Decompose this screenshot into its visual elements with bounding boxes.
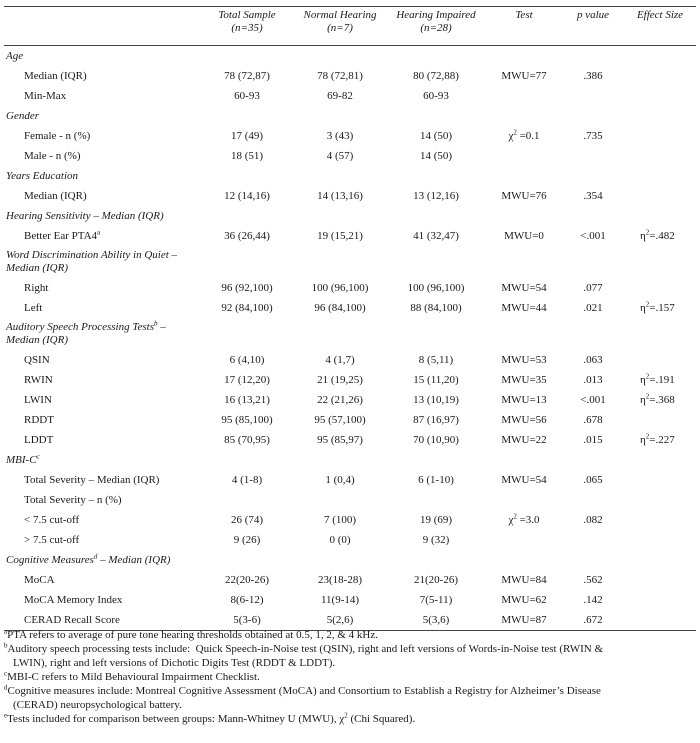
total-sample-cell: 18 (51) [230,149,264,162]
section-label: Years Education [6,169,79,182]
section-header-row [4,318,696,350]
row-label: Right [24,281,49,294]
row-label: MoCA Memory Index [24,593,123,606]
test-cell [486,490,562,510]
section-header-row [4,550,696,570]
effect-size-cell [624,278,696,298]
hearing-impaired-cell: 13 (10,19) [413,393,459,406]
row-label: Min-Max [24,89,67,102]
total-sample-cell: 22(20-26) [225,573,269,586]
p-value-cell: <.001 [580,393,606,406]
row-label: > 7.5 cut-off [24,533,80,546]
p-value-cell [562,86,624,106]
total-sample-cell [200,490,294,510]
total-sample-cell: 92 (84,100) [221,301,273,314]
normal-hearing-cell: 100 (96,100) [311,281,369,294]
row-label: Female - n (%) [24,129,91,142]
section-header-row [4,166,696,186]
row-label: Male - n (%) [24,149,81,162]
table-row [4,410,696,430]
table-row [4,590,696,610]
table-row [4,390,696,410]
table-row [4,278,696,298]
normal-hearing-cell: 23(18-28) [318,573,362,586]
total-sample-cell: 17 (49) [230,129,264,142]
effect-size-cell [624,66,696,86]
footnote-d: $^d$Cognitive measures include: Montreal Cognitive Assessment (MoCA) and Consortium to Establish a Registry for Alzheimer’s Disease (CERAD) neuropsychological battery. [4,683,601,711]
table-row [4,370,696,390]
hearing-impaired-cell: 9 (32) [422,533,450,546]
test-cell: MWU=44 [501,301,547,314]
total-sample-cell: 36 (26,44) [224,229,270,242]
p-value-cell: .065 [583,473,603,486]
total-sample-cell: 5(3-6) [233,613,261,626]
table-row [4,490,696,510]
hearing-impaired-cell: 60-93 [423,89,449,102]
test-cell: MWU=84 [501,573,547,586]
p-value-cell: .077 [583,281,603,294]
hearing-impaired-cell: 87 (16,97) [413,413,459,426]
test-cell: MWU=62 [501,593,547,606]
hearing-impaired-cell: 80 (72,88) [413,69,459,82]
footnote-a: $^a$PTA refers to average of pure tone hearing thresholds obtained at 0.5, 1, 2, & 4 kHz. [4,627,378,641]
p-value-cell: .015 [583,433,603,446]
hearing-impaired-cell: 7(5-11) [419,593,453,606]
p-value-cell: <.001 [580,229,606,242]
normal-hearing-cell: 0 (0) [329,533,351,546]
table-row [4,350,696,370]
p-value-cell [562,146,624,166]
normal-hearing-cell [294,490,386,510]
hearing-impaired-cell: 14 (50) [419,149,453,162]
table-row [4,298,696,318]
section-header-row [4,246,696,278]
table-body [4,46,696,631]
effect-size-cell [624,510,696,530]
total-sample-cell: 9 (26) [233,533,261,546]
test-cell: MWU=54 [501,281,547,294]
normal-hearing-cell: 4 (57) [326,149,354,162]
header-p-value: p value [576,9,610,21]
section-header-row [4,206,696,226]
table-row [4,66,696,86]
header-label-cell [4,7,200,46]
effect-size-cell [624,350,696,370]
p-value-cell: .013 [583,373,603,386]
test-cell: MWU=87 [501,613,547,626]
hearing-impaired-cell: 5(3,6) [422,613,450,626]
hearing-impaired-cell: 14 (50) [419,129,453,142]
section-label: Age [6,49,24,62]
normal-hearing-cell: 7 (100) [323,513,357,526]
table-row [4,470,696,490]
table-row [4,126,696,146]
effect-size-cell [624,86,696,106]
normal-hearing-cell: 19 (15,21) [317,229,363,242]
normal-hearing-cell: 3 (43) [326,129,354,142]
header-total-sample: Total Sample (n=35) [218,9,276,34]
row-label: LWIN [24,393,52,406]
header-row [4,7,696,46]
hearing-impaired-cell: 19 (69) [419,513,453,526]
effect-size-cell [624,530,696,550]
p-value-cell: .735 [583,129,603,142]
section-header-row [4,46,696,67]
normal-hearing-cell: 78 (72,81) [317,69,363,82]
table-row [4,86,696,106]
total-sample-cell: 95 (85,100) [221,413,273,426]
row-label: MoCA [24,573,55,586]
p-value-cell: .672 [583,613,603,626]
effect-size-cell [624,146,696,166]
hearing-impaired-cell [386,490,486,510]
normal-hearing-cell: 4 (1,7) [325,353,355,366]
p-value-cell: .562 [583,573,603,586]
row-label: Total Severity – n (%) [24,493,122,506]
p-value-cell: .386 [583,69,603,82]
row-label: Better Ear PTA4$^a$ [24,227,101,242]
p-value-cell: .063 [583,353,603,366]
total-sample-cell: 16 (13,21) [224,393,270,406]
total-sample-cell: 6 (4,10) [229,353,265,366]
p-value-cell: .082 [583,513,603,526]
row-label: LDDT [24,433,54,446]
p-value-cell: .142 [583,593,603,606]
p-value-cell: .678 [583,413,603,426]
normal-hearing-cell: 5(2,6) [326,613,354,626]
hearing-impaired-cell: 70 (10,90) [413,433,459,446]
test-cell: MWU=56 [501,413,547,426]
total-sample-cell: 17 (12,20) [224,373,270,386]
test-cell: MWU=53 [501,353,547,366]
test-cell: $\chi^2 =0.1$ [508,127,540,142]
total-sample-cell: 85 (70,95) [224,433,270,446]
normal-hearing-cell: 21 (19,25) [317,373,363,386]
row-label: QSIN [24,353,50,366]
test-cell [486,146,562,166]
section-label: Hearing Sensitivity – Median (IQR) [6,209,164,222]
effect-size-cell [624,126,696,146]
effect-size-cell [624,570,696,590]
normal-hearing-cell: 96 (84,100) [314,301,366,314]
table-row [4,146,696,166]
test-cell: MWU=35 [501,373,547,386]
total-sample-cell: 8(6-12) [230,593,264,606]
hearing-impaired-cell: 15 (11,20) [413,373,459,386]
table-row [4,510,696,530]
effect-size-cell: $\eta^2=.227$ [640,431,675,446]
hearing-impaired-cell: 6 (1-10) [418,473,454,486]
effect-size-cell [624,410,696,430]
p-value-cell [562,490,624,510]
section-label: MBI-$C^c$ [6,451,40,466]
row-label: RWIN [24,373,53,386]
row-label: Total Severity – Median (IQR) [24,473,160,486]
row-label: Left [24,301,43,314]
hearing-impaired-cell: 88 (84,100) [410,301,462,314]
p-value-cell: .354 [583,189,603,202]
test-cell: MWU=22 [501,433,547,446]
table-row [4,226,696,246]
table-row [4,570,696,590]
hearing-impaired-cell: 41 (32,47) [413,229,459,242]
section-label: Word Discrimination Ability in Quiet – Median (IQR) [6,249,178,274]
effect-size-cell [624,490,696,510]
row-label: CERAD Recall Score [24,613,120,626]
effect-size-cell: $\eta^2=.157$ [640,299,675,314]
normal-hearing-cell: 69-82 [327,89,353,102]
header-normal-hearing: Normal Hearing (n=7) [303,9,377,34]
effect-size-cell: $\eta^2=.191$ [640,371,675,386]
normal-hearing-cell: 1 (0,4) [325,473,355,486]
hearing-impaired-cell: 8 (5,11) [418,353,454,366]
section-label: Cognitive Measures$^d$ – Median (IQR) [6,551,171,566]
test-cell [486,530,562,550]
section-header-row [4,450,696,470]
effect-size-cell: $\eta^2=.482$ [640,227,675,242]
effect-size-cell [624,590,696,610]
total-sample-cell: 60-93 [234,89,260,102]
section-label: Gender [6,109,39,122]
normal-hearing-cell: 11(9-14) [320,593,360,606]
total-sample-cell: 26 (74) [230,513,264,526]
total-sample-cell: 78 (72,87) [224,69,270,82]
header-hearing-impaired: Hearing Impaired (n=28) [396,9,476,34]
footnote-e: $^e$Tests included for comparison between groups: Mann-Whitney U (MWU), $\chi^2$ (Chi Squared). [4,711,416,725]
footnote-c: $^c$MBI-C refers to Mild Behavioural Impairment Checklist. [4,669,260,683]
test-cell [486,86,562,106]
header-effect-size: Effect Size [636,9,684,21]
p-value-cell: .021 [583,301,603,314]
normal-hearing-cell: 95 (57,100) [314,413,366,426]
normal-hearing-cell: 22 (21,26) [317,393,363,406]
header-test: Test [515,9,533,21]
p-value-cell [562,530,624,550]
demographics-table [4,6,696,631]
table-row [4,430,696,450]
hearing-impaired-cell: 21(20-26) [414,573,458,586]
effect-size-cell [624,470,696,490]
effect-size-cell [624,186,696,206]
normal-hearing-cell: 14 (13,16) [317,189,363,202]
normal-hearing-cell: 95 (85,97) [317,433,363,446]
section-header-row [4,106,696,126]
effect-size-cell: $\eta^2=.368$ [640,391,675,406]
section-label: Auditory Speech Processing Tests$^b$ – Median (IQR) [6,319,166,346]
row-label: < 7.5 cut-off [24,513,80,526]
test-cell: MWU=76 [501,189,547,202]
table-row [4,186,696,206]
total-sample-cell: 4 (1-8) [231,473,263,486]
total-sample-cell: 96 (92,100) [221,281,273,294]
hearing-impaired-cell: 13 (12,16) [413,189,459,202]
row-label: Median (IQR) [24,189,87,202]
test-cell: MWU=77 [501,69,547,82]
footnote-b: $^b$Auditory speech processing tests include: Quick Speech-in-Noise test (QSIN), right and left versions of Words-in-Noise test (RWIN & LWIN), right and left versions of Dichotic Digits Test (RDDT & LDDT). [4,641,604,669]
row-label: Median (IQR) [24,69,87,82]
table-row [4,530,696,550]
test-cell: MWU=13 [501,393,547,406]
row-label: RDDT [24,413,54,426]
test-cell: MWU=54 [501,473,547,486]
test-cell: $\chi^2 =3.0$ [508,511,540,526]
test-cell: MWU=0 [504,229,544,242]
hearing-impaired-cell: 100 (96,100) [407,281,465,294]
total-sample-cell: 12 (14,16) [224,189,270,202]
footnotes [4,628,696,726]
